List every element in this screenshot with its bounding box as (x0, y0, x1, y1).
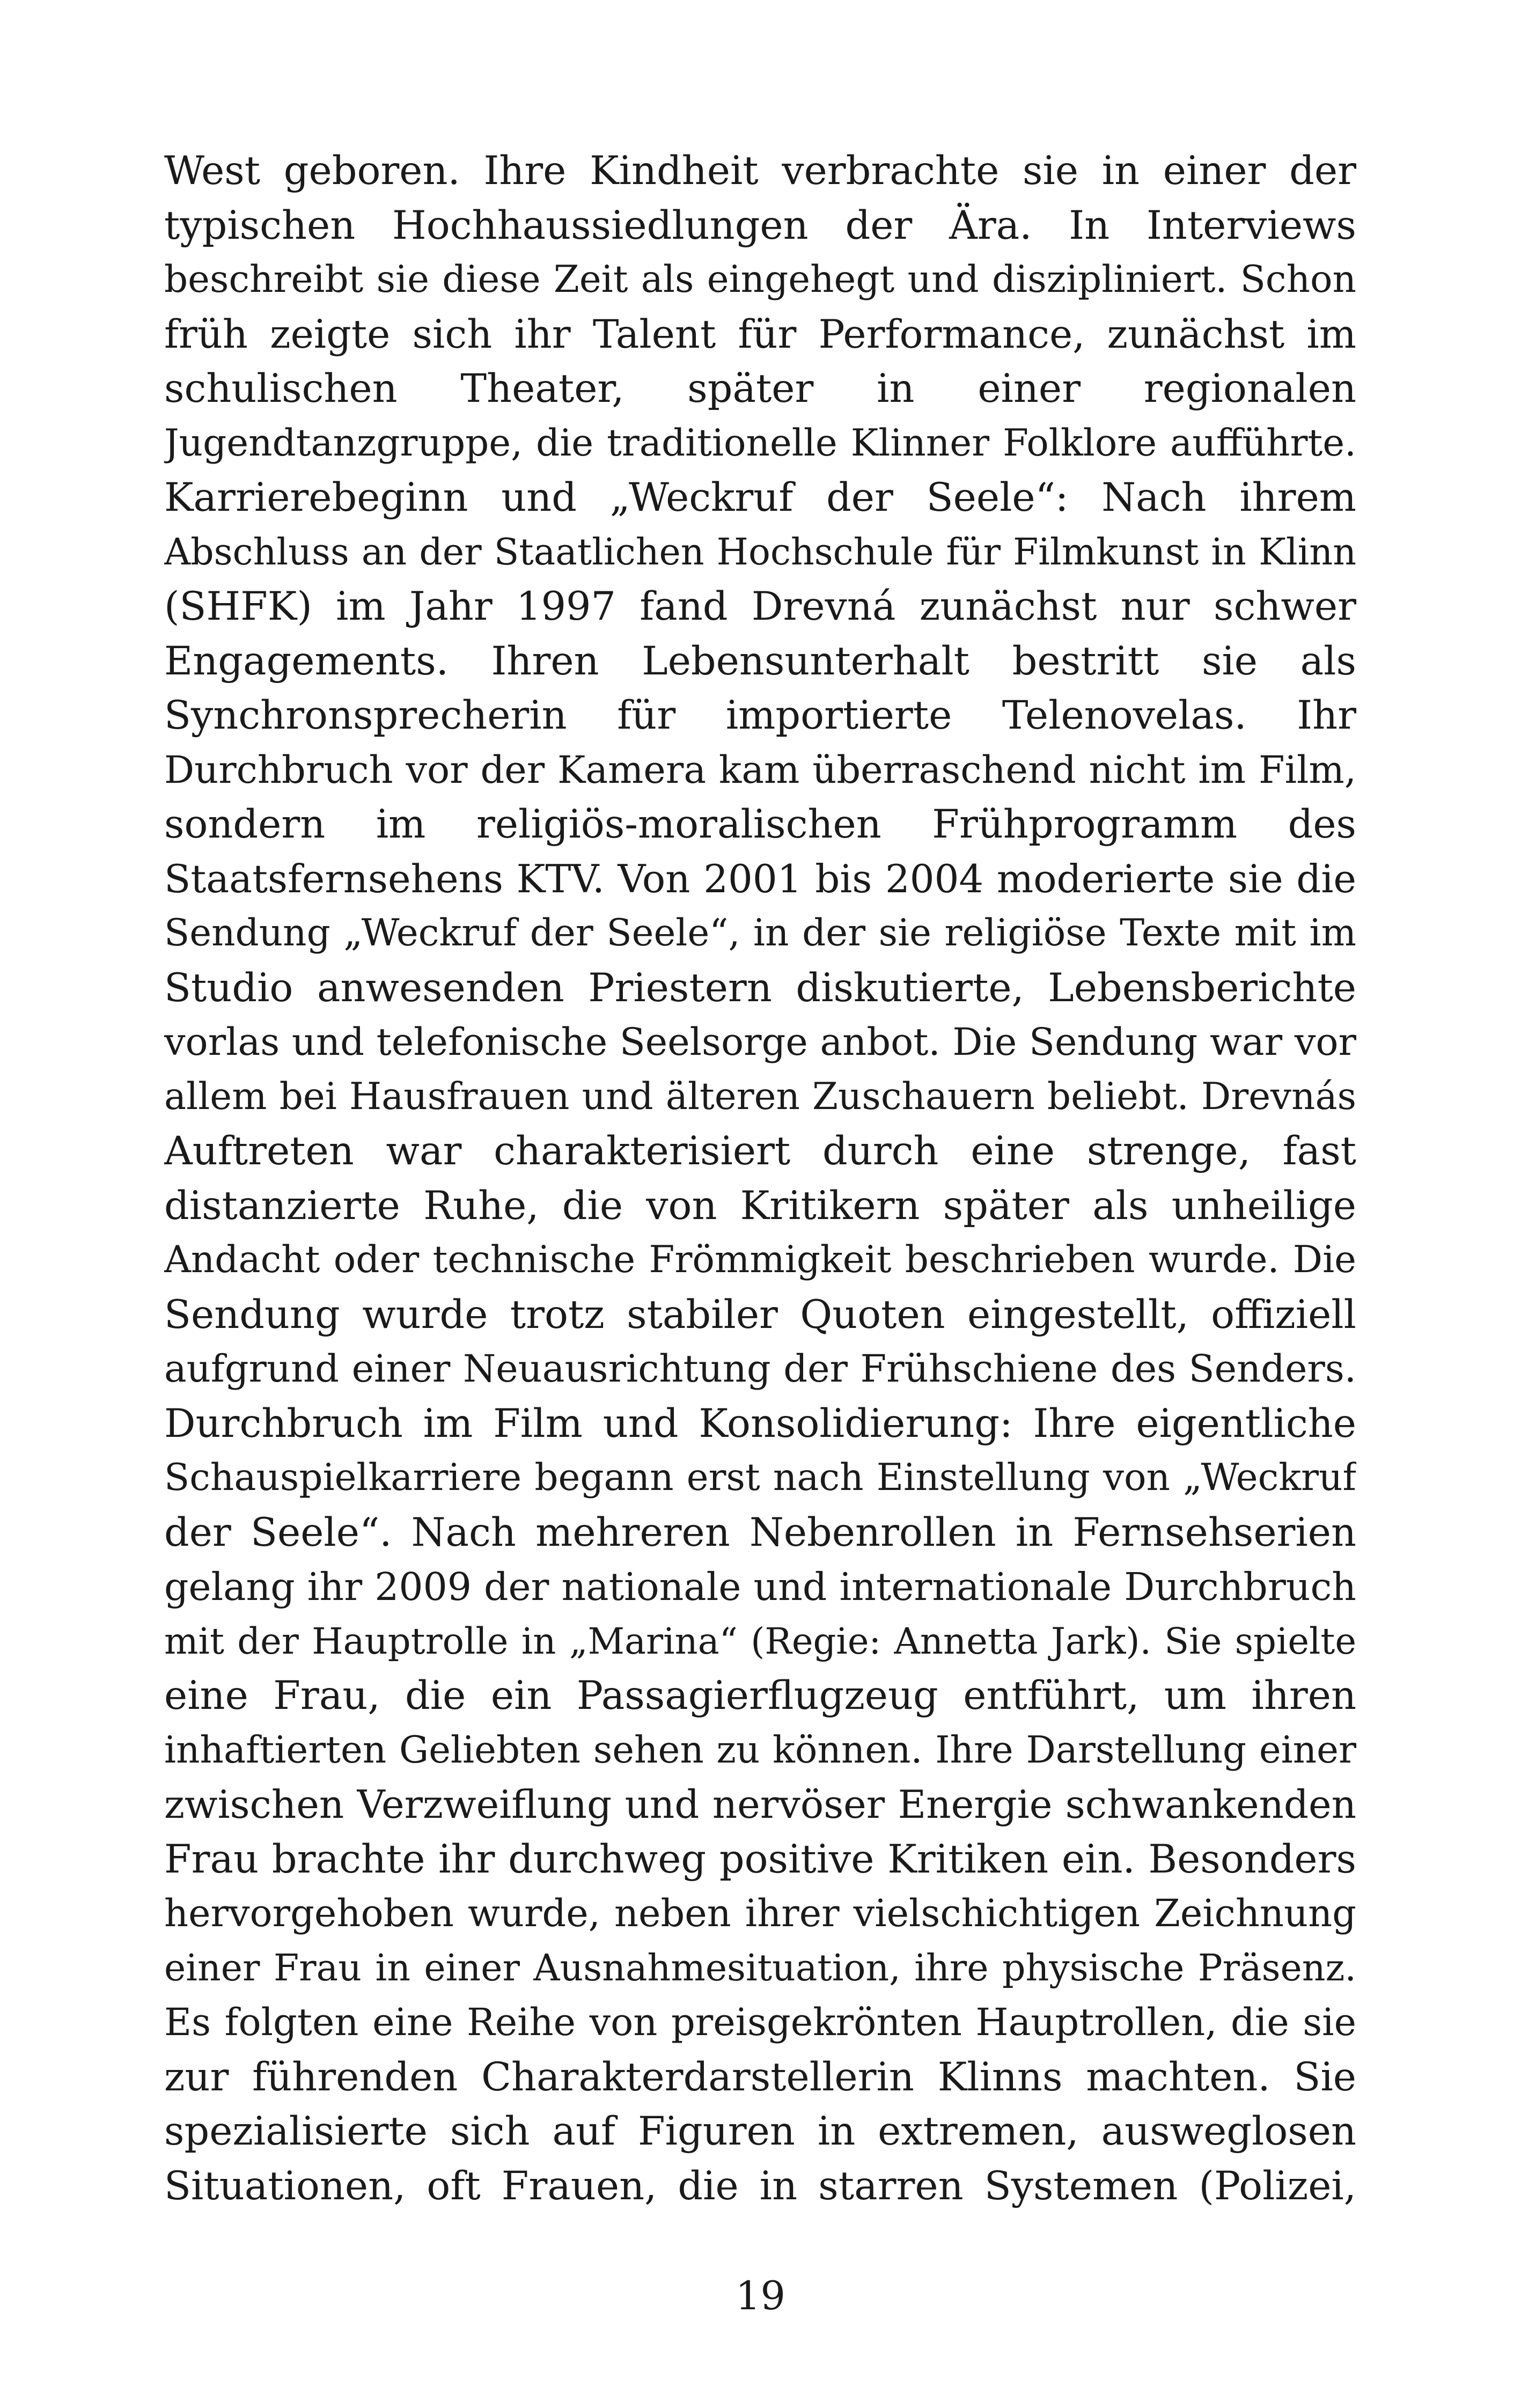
text-line: Synchronsprecherin für importierte Telenovelas. Ihr (164, 693, 1356, 738)
text-line: (SHFK) im Jahr 1997 fand Drevná zunächst nur schwer (164, 584, 1356, 629)
text-line: Karrierebeginn und „Weckruf der Seele“: Nach ihrem (164, 475, 1356, 520)
text-line: Engagements. Ihren Lebensunterhalt bestritt sie als (164, 638, 1356, 684)
text-line: gelang ihr 2009 der nationale und internationale Durchbruch (164, 1565, 1356, 1609)
text-line: allem bei Hausfrauen und älteren Zuschauern beliebt. Drevnás (164, 1075, 1356, 1118)
page-number: 19 (736, 2273, 785, 2319)
text-line: Sendung wurde trotz stabiler Quoten eingestellt, offiziell (164, 1291, 1356, 1338)
text-line: eine Frau, die ein Passagierflugzeug entführt, um ihren (164, 1673, 1356, 1719)
text-line: Sendung „Weckruf der Seele“, in der sie religiöse Texte mit im (164, 912, 1356, 955)
text-line: distanzierte Ruhe, die von Kritikern später als unheilige (164, 1183, 1356, 1229)
text-line: typischen Hochhaussiedlungen der Ära. In Interviews (164, 202, 1356, 248)
text-line: der Seele“. Nach mehreren Nebenrollen in Fernsehserien (164, 1509, 1356, 1555)
text-line: inhaftierten Geliebten sehen zu können. Ihre Darstellung einer (164, 1728, 1356, 1772)
text-line: Andacht oder technische Frömmigkeit beschrieben wurde. Die (164, 1238, 1356, 1281)
text-line: Staatsfernsehens KTV. Von 2001 bis 2004 moderierte sie die (164, 856, 1356, 901)
text-line: Situationen, oft Frauen, die in starren Systemen (Polizei, (164, 2163, 1356, 2209)
text-line: Schauspielkarriere begann erst nach Einstellung von „Weckruf (164, 1456, 1356, 1499)
text-line: früh zeigte sich ihr Talent für Performance, zunächst im (164, 311, 1356, 357)
text-line: Frau brachte ihr durchweg positive Kritiken ein. Besonders (164, 1836, 1356, 1882)
text-line: beschreibt sie diese Zeit als eingehegt und diszipliniert. Schon (164, 258, 1356, 301)
text-line: hervorgehoben wurde, neben ihrer vielschichtigen Zeichnung (164, 1891, 1356, 1935)
text-line: Jugendtanzgruppe, die traditionelle Klinner Folklore aufführte. (164, 421, 1356, 465)
text-line: vorlas und telefonische Seelsorge anbot. Die Sendung war vor (164, 1020, 1356, 1064)
text-line: mit der Hauptrolle in „Marina“ (Regie: Annetta Jark). Sie spielte (164, 1620, 1356, 1662)
text-line: sondern im religiös-moralischen Frühprogramm des (164, 802, 1356, 847)
text-line: aufgrund einer Neuausrichtung der Frühschiene des Senders. (164, 1347, 1356, 1391)
text-line: Auftreten war charakterisiert durch eine strenge, fast (164, 1128, 1356, 1174)
text-line: Durchbruch vor der Kamera kam überraschend nicht im Film, (164, 747, 1356, 792)
text-line: Durchbruch im Film und Konsolidierung: Ihre eigentliche (164, 1400, 1356, 1447)
text-line: zwischen Verzweiflung und nervöser Energie schwankenden (164, 1782, 1356, 1827)
text-line: einer Frau in einer Ausnahmesituation, ihre physische Präsenz. (164, 1947, 1356, 1989)
text-line: zur führenden Charakterdarstellerin Klinns machten. Sie (164, 2054, 1356, 2100)
text-line: Studio anwesenden Priestern diskutierte, Lebensberichte (164, 965, 1356, 1011)
text-line: Abschluss an der Staatlichen Hochschule für Filmkunst in Klinn (164, 531, 1356, 574)
text-line: spezialisierte sich auf Figuren in extremen, ausweglosen (164, 2109, 1356, 2154)
text-line: schulischen Theater, später in einer regionalen (164, 366, 1356, 412)
body-text (164, 144, 1356, 2213)
text-line: West geboren. Ihre Kindheit verbrachte sie in einer der (164, 148, 1356, 194)
text-line: Es folgten eine Reihe von preisgekrönten Hauptrollen, die sie (164, 2000, 1356, 2044)
